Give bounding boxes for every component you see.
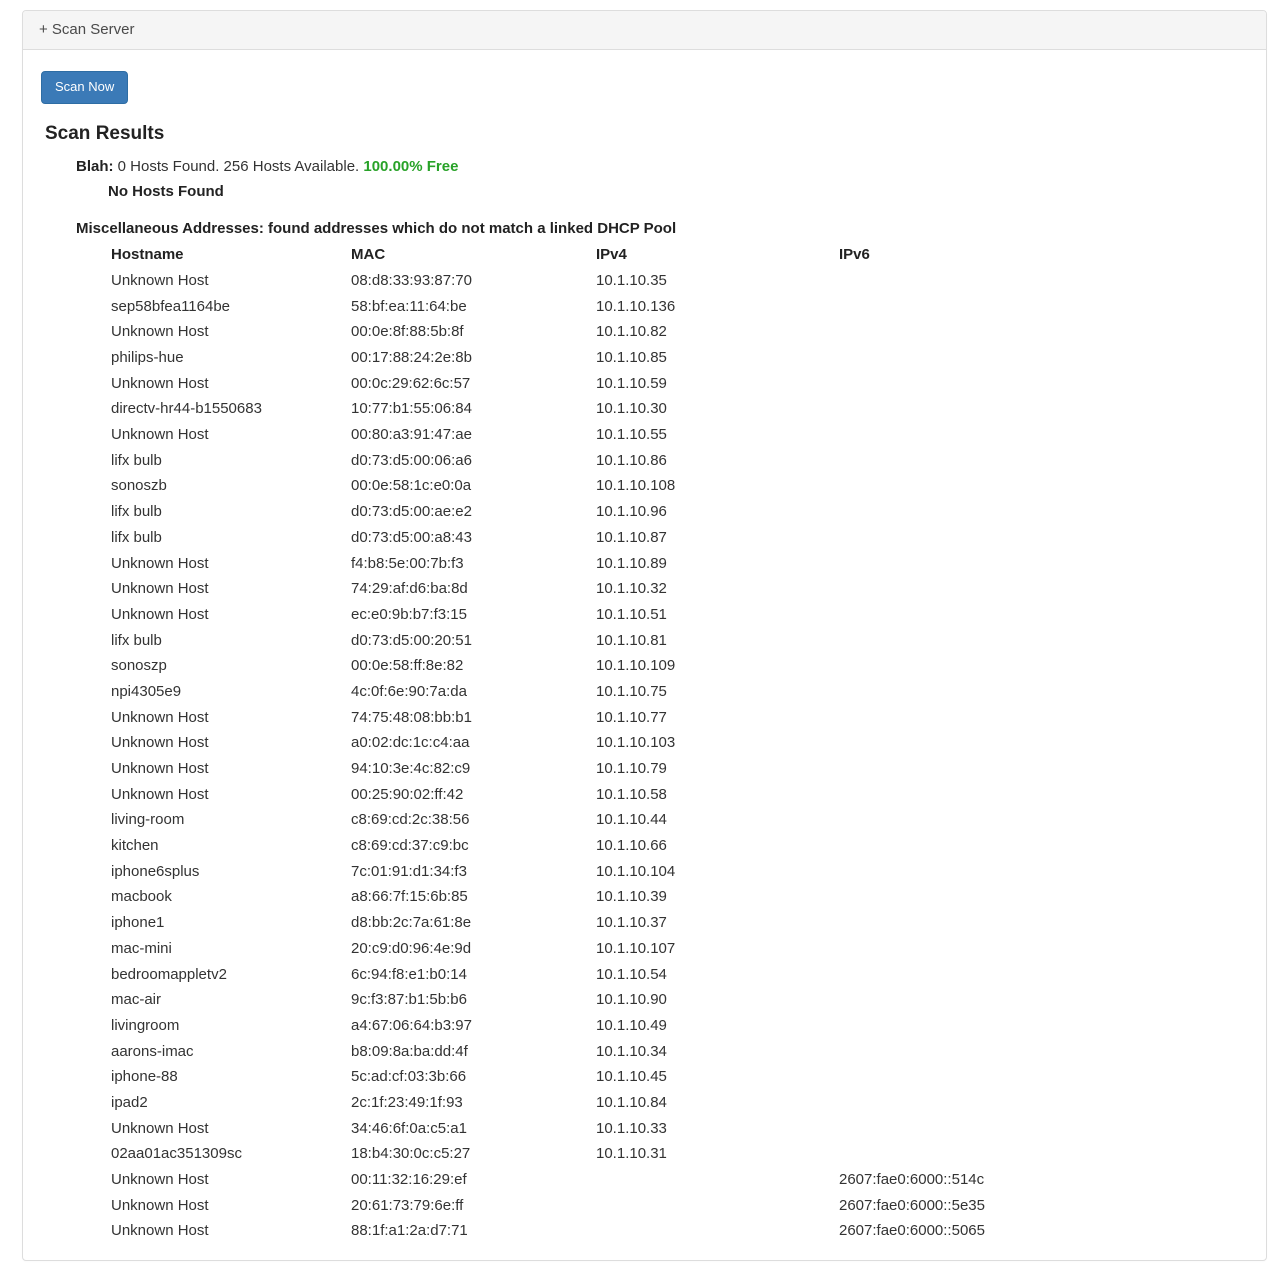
mac-cell: c8:69:cd:2c:38:56	[351, 811, 470, 829]
ipv6-cell	[839, 499, 1169, 525]
hostname-cell: bedroomappletv2	[111, 965, 227, 983]
ipv6-cell: 2607:fae0:6000::5065	[839, 1222, 985, 1240]
ipv4-cell: 10.1.10.103	[596, 734, 676, 752]
table-row	[111, 781, 1169, 807]
ipv4-cell: 10.1.10.54	[596, 965, 667, 983]
ipv6-cell	[839, 987, 1169, 1013]
mac-cell: 94:10:3e:4c:82:c9	[351, 760, 471, 777]
ipv6-cell	[839, 833, 1169, 859]
mac-cell: 00:11:32:16:29:ef	[351, 1171, 467, 1188]
ipv6-cell	[839, 370, 1169, 396]
table-row	[111, 447, 1169, 473]
hostname-cell: Unknown Host	[111, 1171, 209, 1188]
ipv4-cell: 10.1.10.37	[596, 914, 667, 932]
mac-cell: 74:29:af:d6:ba:8d	[351, 580, 468, 598]
hostname-cell: Unknown Host	[111, 426, 209, 444]
mac-cell: 5c:ad:cf:03:3b:66	[351, 1068, 467, 1086]
scan-server-panel-body	[23, 50, 1266, 1260]
mac-cell: 58:bf:ea:11:64:be	[351, 297, 467, 315]
mac-cell: 88:1f:a1:2a:d7:71	[351, 1222, 468, 1240]
table-row	[111, 1141, 1169, 1167]
table-row	[111, 910, 1169, 936]
mac-cell: b8:09:8a:ba:dd:4f	[351, 1042, 468, 1060]
pool-summary-line	[76, 155, 1251, 179]
mac-cell: 00:0e:8f:88:5b:8f	[351, 323, 464, 341]
ipv6-cell	[839, 627, 1169, 653]
ipv4-cell: 10.1.10.82	[596, 323, 667, 341]
hostname-cell: philips-hue	[111, 349, 184, 366]
ipv6-cell	[839, 704, 1169, 730]
hostname-cell: directv-hr44-b1550683	[111, 400, 262, 418]
ipv4-cell: 10.1.10.109	[596, 657, 676, 675]
header-row	[111, 242, 1169, 268]
mac-cell: 2c:1f:23:49:1f:93	[351, 1093, 463, 1111]
mac-cell: 00:0c:29:62:6c:57	[351, 374, 471, 392]
scan-server-panel	[22, 10, 1267, 1261]
hostname-cell: mac-mini	[111, 939, 172, 957]
page	[0, 10, 1287, 1274]
ipv6-cell	[839, 550, 1169, 576]
ipv4-cell: 10.1.10.35	[596, 271, 667, 289]
mac-cell: d8:bb:2c:7a:61:8e	[351, 914, 472, 932]
column-header-ipv6: IPv6	[839, 246, 870, 264]
hostname-cell: Unknown Host	[111, 1119, 209, 1137]
ipv4-cell: 10.1.10.34	[596, 1042, 667, 1060]
table-row	[111, 858, 1169, 884]
hostname-cell: Unknown Host	[111, 580, 209, 598]
hostname-cell: Unknown Host	[111, 374, 209, 392]
table-row	[111, 293, 1169, 319]
hostname-cell: living-room	[111, 811, 185, 829]
ipv4-cell: 10.1.10.55	[596, 426, 667, 444]
ipv4-cell: 10.1.10.136	[596, 297, 676, 315]
table-row	[111, 1115, 1169, 1141]
ipv4-cell: 10.1.10.51	[596, 605, 667, 623]
hostname-cell: Unknown Host	[111, 1196, 209, 1214]
table-row	[111, 807, 1169, 833]
table-row	[111, 704, 1169, 730]
mac-cell: a8:66:7f:15:6b:85	[351, 888, 468, 906]
hostname-cell: Unknown Host	[111, 1222, 209, 1240]
ipv6-cell	[839, 1115, 1169, 1141]
ipv6-cell	[839, 679, 1169, 705]
ipv6-cell	[839, 781, 1169, 807]
hostname-cell: lifx bulb	[111, 631, 162, 649]
ipv4-cell: 10.1.10.86	[596, 451, 667, 469]
mac-cell: d0:73:d5:00:06:a6	[351, 451, 472, 469]
hostname-cell: iphone6splus	[111, 862, 200, 880]
table-row	[111, 396, 1169, 422]
hostname-cell: lifx bulb	[111, 528, 162, 546]
hostname-cell: mac-air	[111, 991, 162, 1009]
ipv6-cell	[839, 447, 1169, 473]
table-row	[111, 1090, 1169, 1116]
mac-cell: 34:46:6f:0a:c5:a1	[351, 1119, 467, 1137]
ipv4-cell: 10.1.10.39	[596, 888, 667, 906]
hostname-cell: iphone1	[111, 914, 165, 932]
pool-summary-text: 0 Hosts Found. 256 Hosts Available.	[113, 157, 364, 175]
hostname-cell: macbook	[111, 888, 172, 906]
scan-results-heading: Scan Results	[45, 122, 165, 144]
column-header-mac: MAC	[351, 246, 386, 264]
ipv4-cell: 10.1.10.89	[596, 554, 667, 572]
hostname-cell: lifx bulb	[111, 503, 162, 521]
table-row	[111, 679, 1169, 705]
table-row	[111, 473, 1169, 499]
mac-cell: 20:61:73:79:6e:ff	[351, 1196, 464, 1214]
ipv6-cell	[839, 524, 1169, 550]
ipv4-cell: 10.1.10.59	[596, 374, 667, 392]
ipv6-cell	[839, 576, 1169, 602]
mac-cell: f4:b8:5e:00:7b:f3	[351, 554, 464, 572]
ipv6-cell	[839, 1141, 1169, 1167]
ipv6-cell	[839, 1090, 1169, 1116]
table-row	[111, 524, 1169, 550]
ipv6-cell	[839, 473, 1169, 499]
ipv6-cell	[839, 293, 1169, 319]
ipv6-cell	[839, 730, 1169, 756]
panel-title: + Scan Server	[39, 21, 135, 38]
ipv4-cell: 10.1.10.104	[596, 862, 676, 880]
ipv4-cell	[596, 1192, 839, 1218]
ipv4-cell: 10.1.10.75	[596, 682, 667, 700]
mac-cell: 00:0e:58:ff:8e:82	[351, 657, 464, 675]
scan-server-panel-header[interactable]	[23, 11, 1266, 50]
scan-results-table	[111, 242, 1169, 1244]
hostname-cell: sonoszb	[111, 477, 167, 495]
hostname-cell: lifx bulb	[111, 451, 162, 469]
mac-cell: ec:e0:9b:b7:f3:15	[351, 605, 467, 623]
table-row	[111, 987, 1169, 1013]
mac-cell: 18:b4:30:0c:c5:27	[351, 1145, 471, 1163]
ipv4-cell: 10.1.10.30	[596, 400, 667, 418]
table-row	[111, 576, 1169, 602]
ipv4-cell: 10.1.10.32	[596, 580, 667, 598]
ipv4-cell: 10.1.10.58	[596, 785, 667, 803]
hostname-cell: npi4305e9	[111, 682, 182, 700]
mac-cell: 08:d8:33:93:87:70	[351, 271, 472, 289]
ipv4-cell: 10.1.10.84	[596, 1093, 667, 1111]
ipv6-cell	[839, 756, 1169, 782]
table-row	[111, 550, 1169, 576]
ipv6-cell	[839, 1013, 1169, 1039]
ipv4-cell: 10.1.10.31	[596, 1145, 667, 1163]
table-row	[111, 1167, 1169, 1193]
hostname-cell: aarons-imac	[111, 1042, 194, 1060]
scan-table-body	[111, 268, 1169, 1244]
hostname-cell: Unknown Host	[111, 271, 209, 289]
mac-cell: a0:02:dc:1c:c4:aa	[351, 734, 470, 752]
mac-cell: 00:17:88:24:2e:8b	[351, 349, 472, 366]
ipv6-cell	[839, 319, 1169, 345]
table-row	[111, 1064, 1169, 1090]
hostname-cell: sonoszp	[111, 657, 167, 675]
hostname-cell: 02aa01ac351309sc	[111, 1145, 242, 1163]
hostname-cell: kitchen	[111, 837, 159, 855]
table-row	[111, 602, 1169, 628]
scan-now-button[interactable]: Scan Now	[41, 71, 128, 104]
hostname-cell: Unknown Host	[111, 605, 209, 623]
ipv4-cell	[596, 1218, 839, 1244]
ipv6-cell	[839, 1064, 1169, 1090]
ipv4-cell: 10.1.10.79	[596, 760, 667, 777]
ipv6-cell: 2607:fae0:6000::5e35	[839, 1196, 985, 1214]
table-row	[111, 653, 1169, 679]
scan-table-header	[111, 242, 1169, 268]
ipv4-cell: 10.1.10.96	[596, 503, 667, 521]
ipv6-cell	[839, 807, 1169, 833]
mac-cell: 9c:f3:87:b1:5b:b6	[351, 991, 467, 1009]
mac-cell: d0:73:d5:00:20:51	[351, 631, 472, 649]
ipv4-cell: 10.1.10.81	[596, 631, 667, 649]
no-hosts-found-label: No Hosts Found	[108, 182, 224, 200]
ipv6-cell	[839, 858, 1169, 884]
hostname-cell: ipad2	[111, 1093, 148, 1111]
table-row	[111, 268, 1169, 294]
ipv6-cell	[839, 910, 1169, 936]
table-row	[111, 345, 1169, 371]
table-row	[111, 422, 1169, 448]
ipv6-cell	[839, 653, 1169, 679]
hostname-cell: Unknown Host	[111, 760, 209, 777]
mac-cell: a4:67:06:64:b3:97	[351, 1016, 472, 1034]
ipv4-cell: 10.1.10.87	[596, 528, 667, 546]
mac-cell: d0:73:d5:00:ae:e2	[351, 503, 472, 521]
mac-cell: 74:75:48:08:bb:b1	[351, 708, 472, 726]
ipv4-cell: 10.1.10.90	[596, 991, 667, 1009]
table-row	[111, 1218, 1169, 1244]
mac-cell: c8:69:cd:37:c9:bc	[351, 837, 469, 855]
ipv6-cell	[839, 935, 1169, 961]
mac-cell: 00:0e:58:1c:e0:0a	[351, 477, 472, 495]
ipv6-cell	[839, 961, 1169, 987]
table-row	[111, 1038, 1169, 1064]
ipv4-cell: 10.1.10.49	[596, 1016, 667, 1034]
ipv6-cell	[839, 268, 1169, 294]
table-row	[111, 884, 1169, 910]
ipv6-cell	[839, 602, 1169, 628]
ipv6-cell	[839, 1038, 1169, 1064]
ipv6-cell	[839, 422, 1169, 448]
table-row	[111, 499, 1169, 525]
column-header-hostname: Hostname	[111, 246, 184, 264]
ipv4-cell: 10.1.10.77	[596, 708, 667, 726]
ipv4-cell: 10.1.10.33	[596, 1119, 667, 1137]
ipv6-cell	[839, 884, 1169, 910]
miscellaneous-addresses-heading: Miscellaneous Addresses: found addresses which do not match a linked DHCP Pool	[76, 219, 677, 237]
hostname-cell: Unknown Host	[111, 708, 209, 726]
hostname-cell: Unknown Host	[111, 785, 209, 803]
table-row	[111, 935, 1169, 961]
hostname-cell: livingroom	[111, 1016, 180, 1034]
ipv6-cell	[839, 345, 1169, 371]
ipv6-cell	[839, 396, 1169, 422]
table-row	[111, 1192, 1169, 1218]
ipv4-cell: 10.1.10.85	[596, 349, 667, 366]
mac-cell: 10:77:b1:55:06:84	[351, 400, 472, 418]
pool-free-percentage: 100.00% Free	[363, 157, 459, 175]
table-row	[111, 627, 1169, 653]
hostname-cell: sep58bfea1164be	[111, 297, 231, 315]
column-header-ipv4: IPv4	[596, 246, 627, 264]
table-row	[111, 1013, 1169, 1039]
ipv4-cell	[596, 1167, 839, 1193]
mac-cell: d0:73:d5:00:a8:43	[351, 528, 472, 546]
mac-cell: 6c:94:f8:e1:b0:14	[351, 965, 467, 983]
table-row	[111, 756, 1169, 782]
pool-name-label: Blah:	[76, 157, 114, 175]
hostname-cell: Unknown Host	[111, 554, 209, 572]
table-row	[111, 370, 1169, 396]
table-row	[111, 833, 1169, 859]
ipv4-cell: 10.1.10.107	[596, 939, 676, 957]
hostname-cell: iphone-88	[111, 1068, 178, 1086]
mac-cell: 00:25:90:02:ff:42	[351, 785, 464, 803]
ipv4-cell: 10.1.10.45	[596, 1068, 667, 1086]
mac-cell: 4c:0f:6e:90:7a:da	[351, 682, 467, 700]
mac-cell: 20:c9:d0:96:4e:9d	[351, 939, 472, 957]
ipv4-cell: 10.1.10.66	[596, 837, 667, 855]
mac-cell: 00:80:a3:91:47:ae	[351, 426, 472, 444]
table-row	[111, 961, 1169, 987]
mac-cell: 7c:01:91:d1:34:f3	[351, 862, 467, 880]
table-row	[111, 319, 1169, 345]
ipv6-cell: 2607:fae0:6000::514c	[839, 1171, 985, 1188]
hostname-cell: Unknown Host	[111, 734, 209, 752]
ipv4-cell: 10.1.10.108	[596, 477, 676, 495]
table-row	[111, 730, 1169, 756]
hostname-cell: Unknown Host	[111, 323, 209, 341]
ipv4-cell: 10.1.10.44	[596, 811, 667, 829]
